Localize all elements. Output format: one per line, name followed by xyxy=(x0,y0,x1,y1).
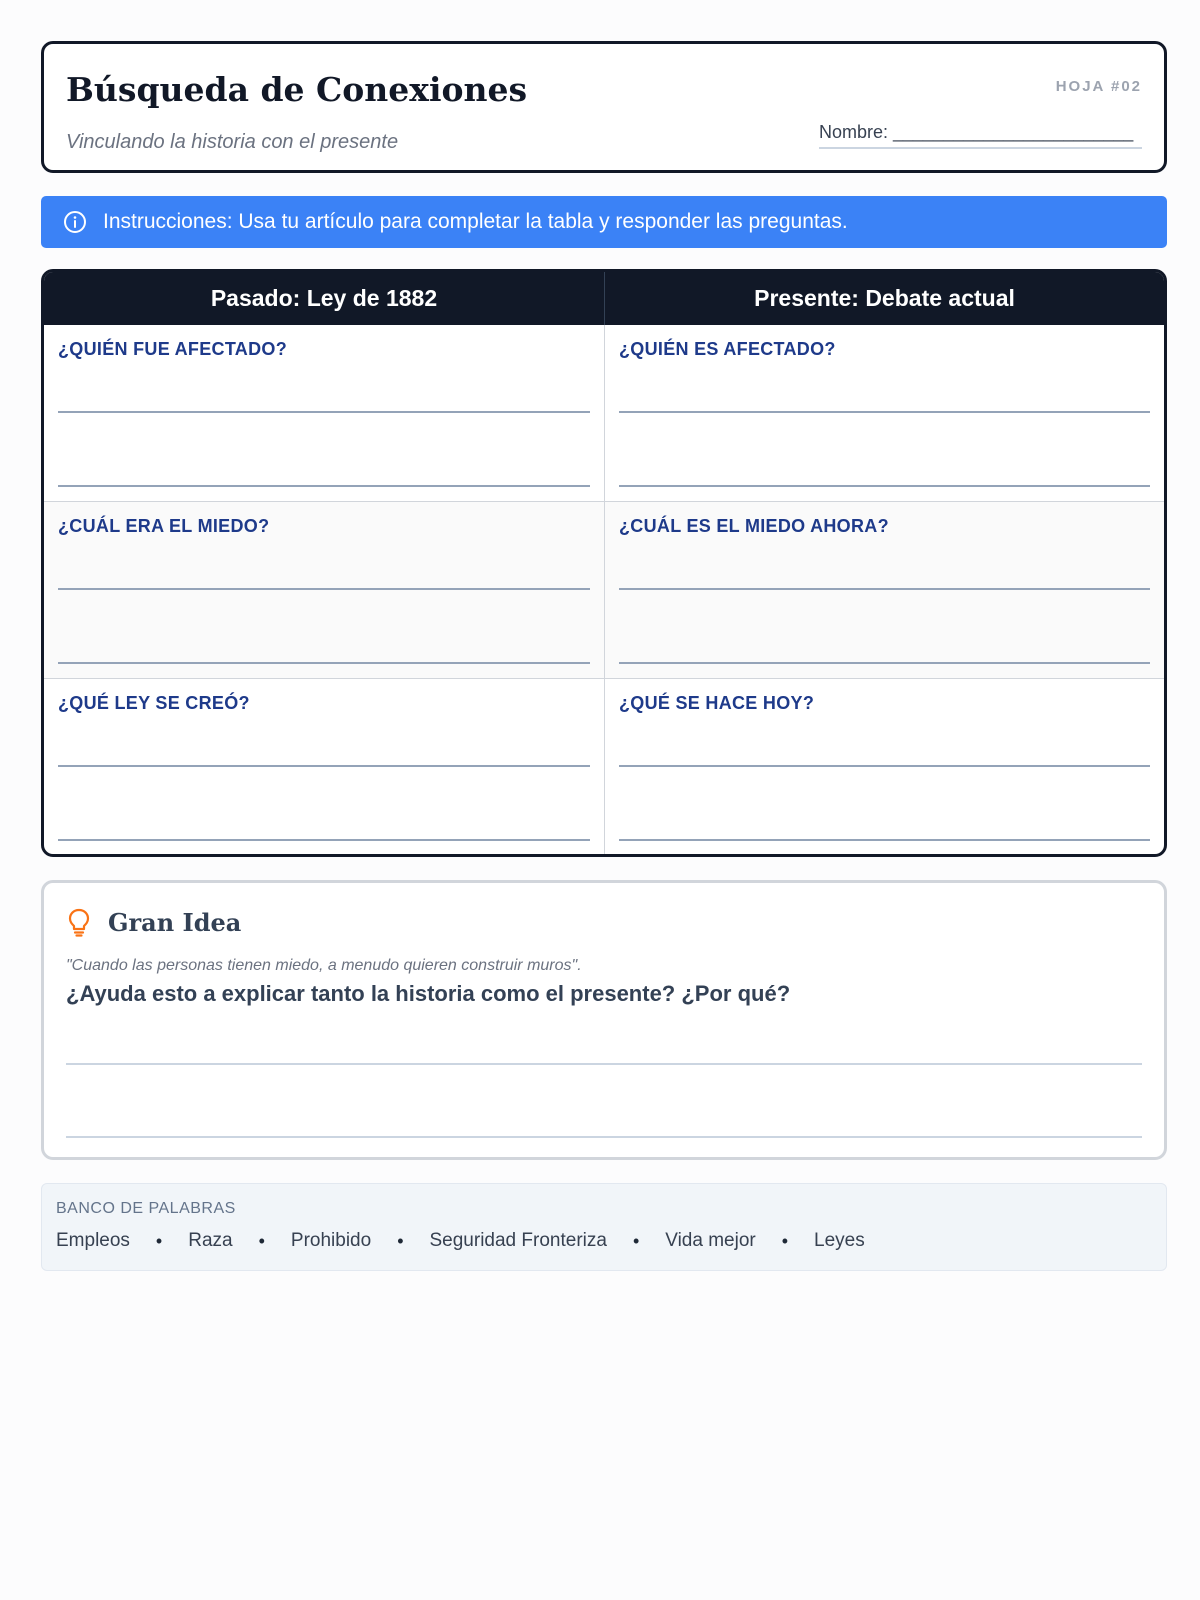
answer-line[interactable] xyxy=(619,765,1150,767)
word-bank-item: Leyes xyxy=(814,1230,865,1251)
word-separator: • xyxy=(632,1230,640,1251)
page-title: Búsqueda de Conexiones xyxy=(66,70,528,109)
big-idea-card xyxy=(41,880,1167,1160)
answer-line[interactable] xyxy=(66,1063,1142,1065)
word-separator: • xyxy=(781,1230,789,1251)
answer-line[interactable] xyxy=(619,588,1150,590)
answer-line[interactable] xyxy=(619,662,1150,664)
table-cell-past xyxy=(44,502,604,678)
word-bank xyxy=(41,1183,1167,1271)
word-bank-list xyxy=(56,1230,865,1252)
question-label: ¿CUÁL ERA EL MIEDO? xyxy=(58,516,270,536)
big-idea-question: ¿Ayuda esto a explicar tanto la historia como el presente? ¿Por qué? xyxy=(66,981,791,1006)
word-separator: • xyxy=(397,1230,404,1251)
question-label: ¿CUÁL ES EL MIEDO AHORA? xyxy=(619,516,889,536)
question-label: ¿QUIÉN FUE AFECTADO? xyxy=(58,339,287,359)
question-label: ¿QUÉ LEY SE CREÓ? xyxy=(58,693,250,713)
column-header-present: Presente: Debate actual xyxy=(604,272,1164,325)
sheet-number: HOJA #02 xyxy=(1055,78,1142,95)
word-separator: • xyxy=(258,1230,265,1251)
answer-line[interactable] xyxy=(619,411,1150,413)
answer-line[interactable] xyxy=(58,662,590,664)
instructions-text: Instrucciones: Usa tu artículo para completar la tabla y responder las preguntas. xyxy=(103,210,848,233)
table-row xyxy=(44,502,1164,679)
name-label: Nombre: ________________________ xyxy=(819,122,1134,142)
table-cell-present xyxy=(604,325,1164,501)
question-label: ¿QUIÉN ES AFECTADO? xyxy=(619,339,836,359)
answer-line[interactable] xyxy=(619,839,1150,841)
word-bank-item: Raza xyxy=(188,1230,233,1251)
lightbulb-icon xyxy=(66,907,92,937)
comparison-table xyxy=(41,269,1167,857)
answer-line[interactable] xyxy=(619,485,1150,487)
word-bank-item: Empleos xyxy=(56,1230,130,1251)
worksheet-header xyxy=(41,41,1167,173)
table-cell-past xyxy=(44,325,604,501)
big-idea-header xyxy=(66,907,241,937)
word-separator: • xyxy=(155,1230,163,1251)
table-cell-past xyxy=(44,679,604,855)
table-cell-present xyxy=(604,502,1164,678)
info-icon xyxy=(63,210,87,234)
word-bank-item: Prohibido xyxy=(290,1230,372,1251)
answer-line[interactable] xyxy=(66,1136,1142,1138)
word-bank-item: Seguridad Fronteriza xyxy=(429,1230,607,1251)
word-bank-item: Vida mejor xyxy=(665,1230,756,1251)
question-label: ¿QUÉ SE HACE HOY? xyxy=(619,693,815,713)
answer-line[interactable] xyxy=(58,765,590,767)
instructions-banner xyxy=(41,196,1167,248)
answer-line[interactable] xyxy=(58,588,590,590)
big-idea-title: Gran Idea xyxy=(108,907,242,937)
page-subtitle: Vinculando la historia con el presente xyxy=(66,131,399,153)
column-header-past: Pasado: Ley de 1882 xyxy=(210,285,438,311)
table-row xyxy=(44,679,1164,855)
word-bank-title: BANCO DE PALABRAS xyxy=(56,1200,236,1217)
name-field[interactable] xyxy=(819,122,1142,149)
answer-line[interactable] xyxy=(58,839,590,841)
table-header xyxy=(44,272,1164,325)
answer-line[interactable] xyxy=(58,485,590,487)
big-idea-quote: "Cuando las personas tienen miedo, a menudo quieren construir muros". xyxy=(66,957,582,974)
answer-line[interactable] xyxy=(58,411,590,413)
table-cell-present xyxy=(604,679,1164,855)
table-row xyxy=(44,325,1164,502)
